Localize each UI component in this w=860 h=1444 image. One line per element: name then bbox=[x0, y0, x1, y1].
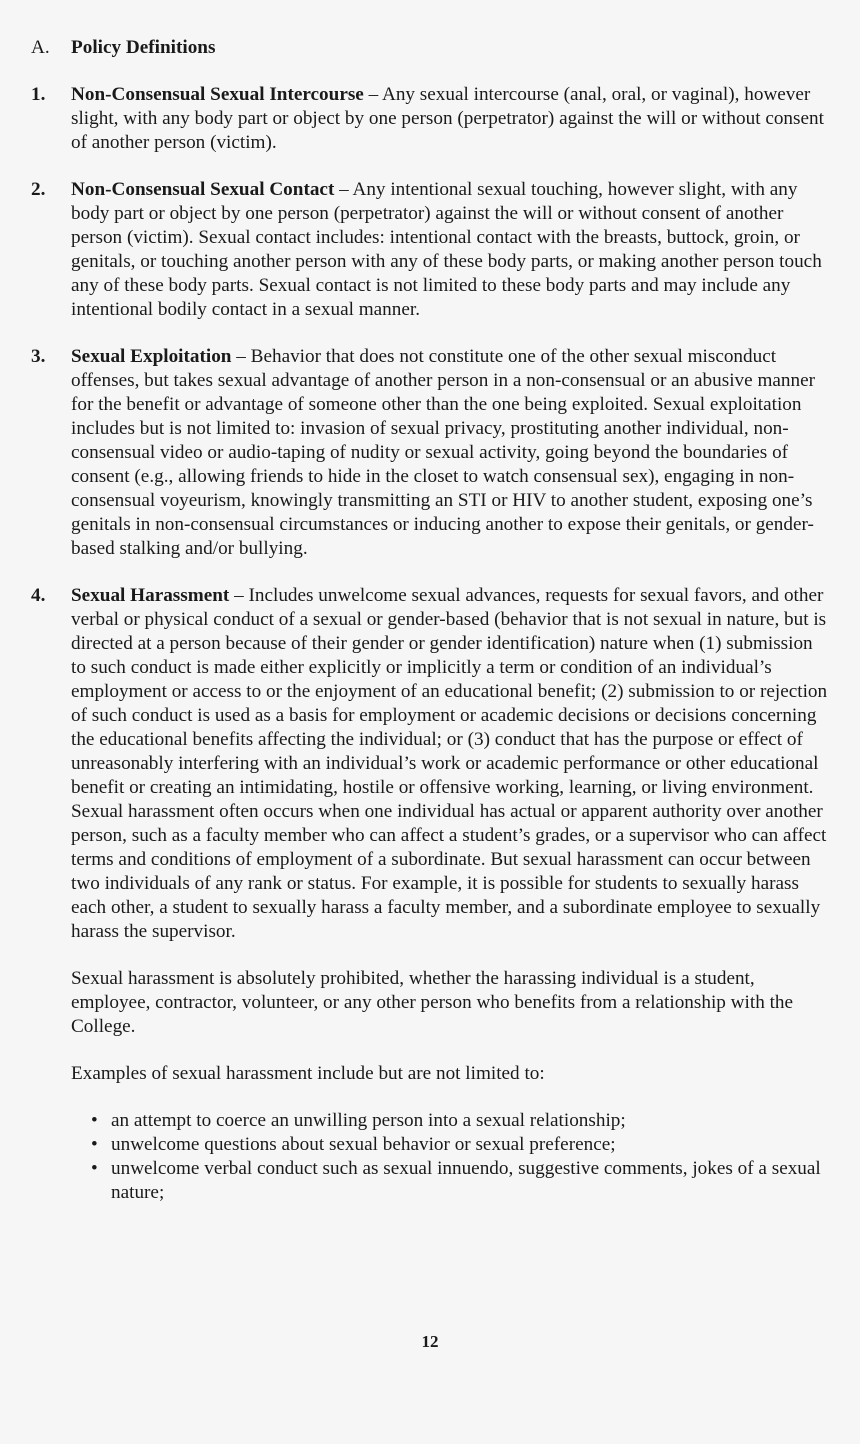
item-number: 4. bbox=[31, 585, 46, 606]
section-marker: A. bbox=[31, 37, 50, 58]
definition-item bbox=[31, 345, 831, 561]
body-paragraph: Sexual harassment is absolutely prohibited, whether the harassing individual is a student, employee, contractor, volunteer, or any other person who benefits from a relationship with the College. bbox=[71, 968, 794, 1037]
item-number: 2. bbox=[31, 179, 46, 200]
definition-term: Sexual Exploitation bbox=[71, 346, 232, 367]
body-paragraph: Examples of sexual harassment include but are not limited to: bbox=[71, 1063, 545, 1084]
definition-term: Non-Consensual Sexual Intercourse bbox=[71, 84, 364, 105]
list-item bbox=[91, 1157, 831, 1205]
definition-item bbox=[31, 83, 831, 155]
section-title: Policy Definitions bbox=[71, 37, 216, 58]
policy-page bbox=[31, 36, 831, 1205]
definition-text: – Any sexual intercourse (anal, oral, or vaginal), however slight, with any body part or object by one person (perpetrator) against the will or without consent of another person (victim). bbox=[71, 84, 824, 153]
item-number: 3. bbox=[31, 346, 46, 367]
list-item bbox=[91, 1133, 831, 1157]
page-number: 12 bbox=[421, 1332, 439, 1351]
bullet-icon: • bbox=[91, 1134, 98, 1155]
examples-list bbox=[31, 1109, 831, 1205]
definition-text: – Includes unwelcome sexual advances, requests for sexual favors, and other verbal or physical conduct of a sexual or gender-based (behavior that is not sexual in nature, but is directed at a person because of their gender or gender identification) nature when (1) submission to such conduct is made either explicitly or implicitly a term or condition of an individual’s employment or access to or the enjoyment of an educational benefit; (2) submission to or rejection of such conduct is used as a basis for employment or academic decisions or decisions concerning the educational benefits affecting the individual; or (3) conduct that has the purpose or effect of unreasonably interfering with an individual’s work or academic performance or other educational benefit or creating an intimidating, hostile or offensive working, learning, or living environment. Sexual harassment often occurs when one individual has actual or apparent authority over another person, such as a faculty member who can affect a student’s grades, or a supervisor who can affect terms and conditions of employment of a subordinate. But sexual harassment can occur between two individuals of any rank or status. For example, it is possible for students to sexually harass each other, a student to sexually harass a faculty member, and a subordinate employee to sexually harass the supervisor. bbox=[71, 585, 828, 942]
definition-term: Non-Consensual Sexual Contact bbox=[71, 179, 335, 200]
list-item-text: unwelcome verbal conduct such as sexual innuendo, suggestive comments, jokes of a sexual nature; bbox=[111, 1158, 821, 1203]
definition-text: – Any intentional sexual touching, however slight, with any body part or object by one person (perpetrator) against the will or without consent of another person (victim). Sexual contact includes: intentional contact with the breasts, buttock, groin, or genitals, or touching another person with any of these body parts, or making another person touch any of these body parts. Sexual contact is not limited to these body parts and may include any intentional bodily contact in a sexual manner. bbox=[71, 179, 822, 320]
definition-item bbox=[31, 584, 831, 944]
bullet-icon: • bbox=[91, 1158, 98, 1179]
bullet-icon: • bbox=[91, 1110, 98, 1131]
definition-item bbox=[31, 178, 831, 322]
list-item-text: an attempt to coerce an unwilling person into a sexual relationship; bbox=[111, 1110, 626, 1131]
definition-term: Sexual Harassment bbox=[71, 585, 230, 606]
section-heading bbox=[31, 36, 831, 60]
item-number: 1. bbox=[31, 84, 46, 105]
list-item bbox=[91, 1109, 831, 1133]
definition-text: – Behavior that does not constitute one of the other sexual misconduct offenses, but takes sexual advantage of another person in a non-consensual or an abusive manner for the benefit or advantage of someone other than the one being exploited. Sexual exploitation includes but is not limited to: invasion of sexual privacy, prostituting another individual, non-consensual video or audio-taping of nudity or sexual activity, going beyond the boundaries of consent (e.g., allowing friends to hide in the closet to watch consensual sex), engaging in non-consensual voyeurism, knowingly transmitting an STI or HIV to another student, exposing one’s genitals in non-consensual circumstances or inducing another to expose their genitals, or gender-based stalking and/or bullying. bbox=[71, 346, 815, 559]
list-item-text: unwelcome questions about sexual behavior or sexual preference; bbox=[111, 1134, 616, 1155]
